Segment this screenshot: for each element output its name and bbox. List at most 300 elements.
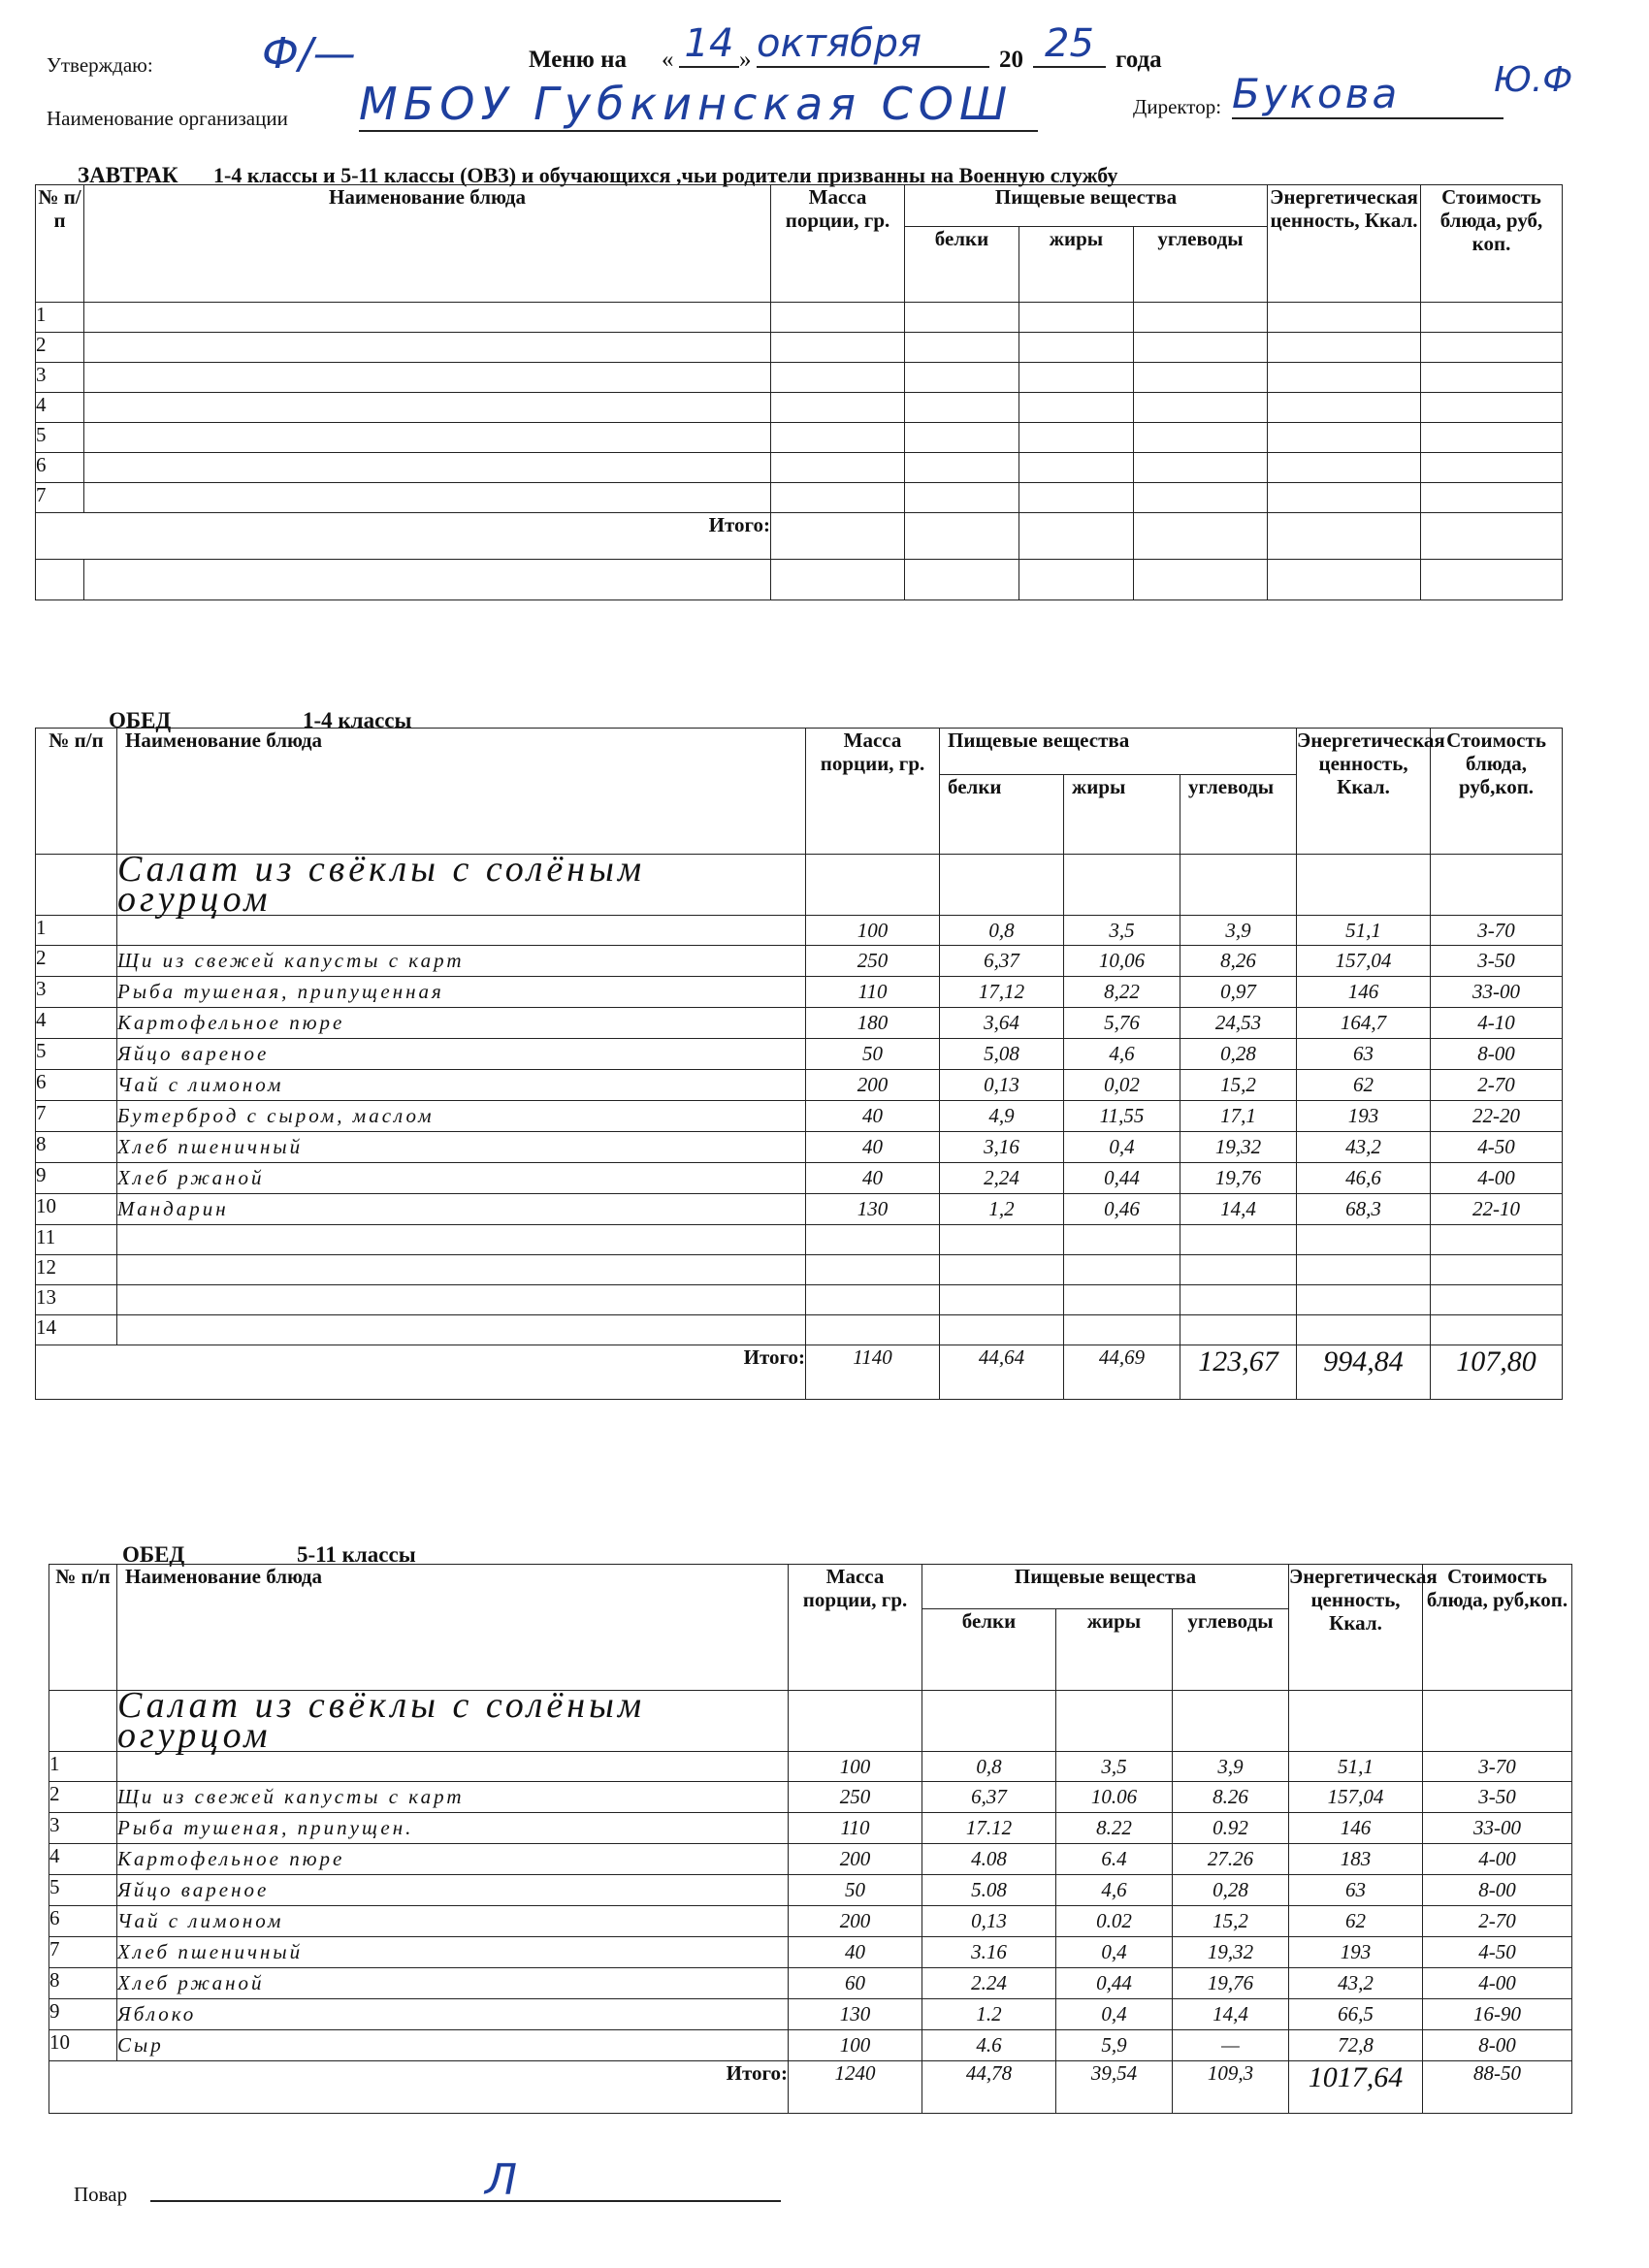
protein-cell: 4.6 xyxy=(922,2030,1056,2061)
total-energy: 1017,64 xyxy=(1289,2061,1423,2114)
empty-cell xyxy=(84,423,771,453)
col-carb-header: углеводы xyxy=(1180,775,1297,855)
mass-cell: 40 xyxy=(806,1163,940,1194)
table-row xyxy=(36,1163,1563,1194)
empty-cell xyxy=(1421,423,1563,453)
total-cost: 88-50 xyxy=(1423,2061,1572,2114)
energy-cell: 66,5 xyxy=(1289,1999,1423,2030)
energy-cell: 62 xyxy=(1297,1070,1431,1101)
breakfast-table xyxy=(35,184,1563,600)
dish-name: Мандарин xyxy=(117,1194,806,1225)
empty-cell xyxy=(905,423,1019,453)
row-number: 12 xyxy=(36,1255,117,1285)
fat-cell: 6.4 xyxy=(1056,1844,1173,1875)
col-nutrients-header: Пищевые вещества xyxy=(905,185,1268,227)
fat-cell: 0,4 xyxy=(1064,1132,1180,1163)
energy-cell: 51,1 xyxy=(1289,1752,1423,1782)
empty-cell xyxy=(1268,333,1421,363)
protein-cell: 0,13 xyxy=(940,1070,1064,1101)
lunch-senior-title: ОБЕД xyxy=(122,1542,185,1567)
empty-cell xyxy=(84,560,771,600)
empty-cell xyxy=(84,453,771,483)
row-number: 11 xyxy=(36,1225,117,1255)
empty-cell xyxy=(771,393,905,423)
protein-cell: 5.08 xyxy=(922,1875,1056,1906)
empty-cell xyxy=(1019,393,1134,423)
protein-cell xyxy=(940,1255,1064,1285)
table-row xyxy=(36,1101,1563,1132)
mass-cell: 110 xyxy=(789,1813,922,1844)
protein-cell: 2.24 xyxy=(922,1968,1056,1999)
col-carb-header: углеводы xyxy=(1134,227,1268,303)
dish-name: Салат из свёклы с солёным огурцом xyxy=(117,1691,789,1752)
row-number: 1 xyxy=(36,303,84,333)
col-cost-header: Стоимость блюда, руб,коп. xyxy=(1431,729,1563,855)
col-nutrients-header: Пищевые вещества xyxy=(940,729,1297,775)
empty-cell xyxy=(1134,483,1268,513)
empty-cell xyxy=(1289,1691,1423,1752)
carb-cell: 19,32 xyxy=(1180,1132,1297,1163)
row-number: 13 xyxy=(36,1285,117,1315)
empty-cell xyxy=(771,303,905,333)
protein-cell: 4.08 xyxy=(922,1844,1056,1875)
col-energy-header: Энергетическая ценность, Ккал. xyxy=(1289,1565,1423,1691)
carb-cell: 3,9 xyxy=(1173,1752,1289,1782)
mass-cell xyxy=(806,1225,940,1255)
empty-cell xyxy=(1268,560,1421,600)
table-row xyxy=(36,363,1563,393)
col-num-header: № п/п xyxy=(36,185,84,303)
protein-cell: 3.16 xyxy=(922,1937,1056,1968)
total-cell xyxy=(905,513,1019,560)
fat-cell xyxy=(1064,1315,1180,1345)
empty-cell xyxy=(1019,333,1134,363)
table-row xyxy=(36,453,1563,483)
dish-name xyxy=(117,1285,806,1315)
mass-cell: 110 xyxy=(806,977,940,1008)
total-cell xyxy=(1268,513,1421,560)
empty-cell xyxy=(1019,483,1134,513)
col-num-header: № п/п xyxy=(49,1565,117,1691)
col-cost-header: Стоимость блюда, руб,коп. xyxy=(1423,1565,1572,1691)
empty-cell xyxy=(1173,1691,1289,1752)
fat-cell xyxy=(1064,1285,1180,1315)
total-cost: 107,80 xyxy=(1431,1345,1563,1400)
empty-cell xyxy=(905,393,1019,423)
dish-name xyxy=(117,1225,806,1255)
empty-cell xyxy=(1421,560,1563,600)
fat-cell: 8.22 xyxy=(1056,1813,1173,1844)
empty-cell xyxy=(905,333,1019,363)
dish-name xyxy=(117,1255,806,1285)
protein-cell xyxy=(940,1225,1064,1255)
total-fat: 44,69 xyxy=(1064,1345,1180,1400)
empty-cell xyxy=(789,1691,922,1752)
carb-cell: 17,1 xyxy=(1180,1101,1297,1132)
carb-cell: 24,53 xyxy=(1180,1008,1297,1039)
cost-cell: 16-90 xyxy=(1423,1999,1572,2030)
row-number: 3 xyxy=(36,363,84,393)
empty-cell xyxy=(117,1752,789,1782)
dish-name: Рыба тушеная, припущенная xyxy=(117,977,806,1008)
col-protein-header: белки xyxy=(922,1609,1056,1691)
row-number: 2 xyxy=(36,946,117,977)
energy-cell: 183 xyxy=(1289,1844,1423,1875)
protein-cell: 3,16 xyxy=(940,1132,1064,1163)
mass-cell: 200 xyxy=(789,1906,922,1937)
empty-cell xyxy=(1268,363,1421,393)
empty-cell xyxy=(1134,423,1268,453)
director-name: Букова xyxy=(1232,70,1504,119)
carb-cell: 0.92 xyxy=(1173,1813,1289,1844)
cost-cell: 8-00 xyxy=(1423,2030,1572,2061)
total-cell xyxy=(1421,513,1563,560)
table-row xyxy=(36,1039,1563,1070)
table-row xyxy=(49,2030,1572,2061)
dish-name: Хлеб пшеничный xyxy=(117,1132,806,1163)
mass-cell xyxy=(806,1315,940,1345)
fat-cell: 11,55 xyxy=(1064,1101,1180,1132)
row-number: 9 xyxy=(49,1999,117,2030)
fat-cell: 0,02 xyxy=(1064,1070,1180,1101)
mass-cell: 130 xyxy=(806,1194,940,1225)
mass-cell: 100 xyxy=(789,1752,922,1782)
col-mass-header: Масса порции, гр. xyxy=(789,1565,922,1691)
cost-cell: 4-00 xyxy=(1431,1163,1563,1194)
fat-cell: 0.02 xyxy=(1056,1906,1173,1937)
cost-cell: 4-50 xyxy=(1431,1132,1563,1163)
col-mass-header: Масса порции, гр. xyxy=(771,185,905,303)
table-row xyxy=(36,1008,1563,1039)
energy-cell: 46,6 xyxy=(1297,1163,1431,1194)
total-cell xyxy=(1019,513,1134,560)
fat-cell: 10.06 xyxy=(1056,1782,1173,1813)
row-number: 14 xyxy=(36,1315,117,1345)
empty-cell xyxy=(905,453,1019,483)
table-row xyxy=(36,423,1563,453)
dish-name: Яйцо вареное xyxy=(117,1875,789,1906)
cost-cell: 22-20 xyxy=(1431,1101,1563,1132)
row-number: 2 xyxy=(49,1782,117,1813)
table-row xyxy=(36,977,1563,1008)
mass-cell: 40 xyxy=(806,1132,940,1163)
carb-cell: 0,28 xyxy=(1180,1039,1297,1070)
energy-cell xyxy=(1297,1315,1431,1345)
breakfast-subtitle: 1-4 классы и 5-11 классы (ОВЗ) и обучающихся ,чьи родители призванны на Военную службу xyxy=(213,163,1118,187)
cost-cell: 33-00 xyxy=(1423,1813,1572,1844)
energy-cell: 68,3 xyxy=(1297,1194,1431,1225)
empty-cell xyxy=(1134,453,1268,483)
carb-cell: 14,4 xyxy=(1180,1194,1297,1225)
row-number: 5 xyxy=(36,423,84,453)
cost-cell: 8-00 xyxy=(1431,1039,1563,1070)
row-number: 10 xyxy=(49,2030,117,2061)
cook-label: Повар xyxy=(74,2183,128,2206)
empty-cell xyxy=(1268,453,1421,483)
mass-cell: 250 xyxy=(789,1782,922,1813)
dish-name: Салат из свёклы с солёным огурцом xyxy=(117,855,806,916)
col-nutrients-header: Пищевые вещества xyxy=(922,1565,1289,1609)
energy-cell xyxy=(1297,1255,1431,1285)
fat-cell: 4,6 xyxy=(1064,1039,1180,1070)
row-number: 6 xyxy=(36,453,84,483)
col-cost-header: Стоимость блюда, руб, коп. xyxy=(1421,185,1563,303)
row-number: 8 xyxy=(36,1132,117,1163)
dish-name: Сыр xyxy=(117,2030,789,2061)
dish-name: Щи из свежей капусты с карт xyxy=(117,1782,789,1813)
empty-cell xyxy=(1421,363,1563,393)
quote-open: « xyxy=(662,47,674,73)
empty-cell xyxy=(771,363,905,393)
empty-cell xyxy=(1421,333,1563,363)
energy-cell: 51,1 xyxy=(1297,916,1431,946)
fat-cell: 0,46 xyxy=(1064,1194,1180,1225)
row-number: 7 xyxy=(36,483,84,513)
energy-cell: 193 xyxy=(1297,1101,1431,1132)
dish-name: Чай с лимоном xyxy=(117,1906,789,1937)
empty-cell xyxy=(1421,393,1563,423)
protein-cell: 0,13 xyxy=(922,1906,1056,1937)
col-name-header: Наименование блюда xyxy=(117,1565,789,1691)
table-row xyxy=(36,916,1563,946)
carb-cell: 15,2 xyxy=(1180,1070,1297,1101)
org-name: МБОУ Губкинская СОШ xyxy=(359,78,1038,132)
cook-signature: Л xyxy=(485,2155,518,2205)
protein-cell xyxy=(940,1315,1064,1345)
protein-cell: 1,2 xyxy=(940,1194,1064,1225)
col-fat-header: жиры xyxy=(1056,1609,1173,1691)
cost-cell: 2-70 xyxy=(1431,1070,1563,1101)
energy-cell xyxy=(1297,1225,1431,1255)
energy-cell: 63 xyxy=(1297,1039,1431,1070)
lunch-primary-subtitle: 1-4 классы xyxy=(303,708,412,732)
empty-cell xyxy=(1431,855,1563,916)
lunch-primary-total-label: Итого: xyxy=(36,1345,806,1400)
menu-month: октября xyxy=(757,21,989,68)
total-energy: 994,84 xyxy=(1297,1345,1431,1400)
breakfast-title: ЗАВТРАК xyxy=(78,163,178,187)
table-row xyxy=(36,483,1563,513)
empty-cell xyxy=(1134,393,1268,423)
table-row xyxy=(36,1285,1563,1315)
dish-name: Хлеб ржаной xyxy=(117,1163,806,1194)
total-mass: 1240 xyxy=(789,2061,922,2114)
mass-cell: 40 xyxy=(806,1101,940,1132)
row-number: 3 xyxy=(36,977,117,1008)
empty-cell xyxy=(1134,560,1268,600)
dish-name: Рыба тушеная, припущен. xyxy=(117,1813,789,1844)
row-number: 5 xyxy=(36,1039,117,1070)
lunch-primary-title: ОБЕД xyxy=(109,708,172,732)
empty-cell xyxy=(1268,303,1421,333)
mass-cell xyxy=(806,1285,940,1315)
dish-name: Яйцо вареное xyxy=(117,1039,806,1070)
row-number: 4 xyxy=(49,1844,117,1875)
col-name-header: Наименование блюда xyxy=(84,185,771,303)
row-number: 2 xyxy=(36,333,84,363)
protein-cell: 17.12 xyxy=(922,1813,1056,1844)
cost-cell: 3-70 xyxy=(1423,1752,1572,1782)
empty-cell xyxy=(84,483,771,513)
empty-cell xyxy=(1421,483,1563,513)
empty-cell xyxy=(1019,453,1134,483)
cost-cell: 33-00 xyxy=(1431,977,1563,1008)
mass-cell: 40 xyxy=(789,1937,922,1968)
row-number: 8 xyxy=(49,1968,117,1999)
fat-cell: 3,5 xyxy=(1056,1752,1173,1782)
menu-label: Меню на xyxy=(529,47,628,73)
table-row xyxy=(49,1752,1572,1782)
director-signature: Ю.Ф xyxy=(1494,60,1573,100)
protein-cell: 1.2 xyxy=(922,1999,1056,2030)
fat-cell: 0,4 xyxy=(1056,1999,1173,2030)
carb-cell xyxy=(1180,1255,1297,1285)
empty-cell xyxy=(1134,303,1268,333)
fat-cell: 10,06 xyxy=(1064,946,1180,977)
table-row xyxy=(36,1070,1563,1101)
empty-cell xyxy=(1268,393,1421,423)
total-protein: 44,64 xyxy=(940,1345,1064,1400)
protein-cell: 3,64 xyxy=(940,1008,1064,1039)
empty-cell xyxy=(905,303,1019,333)
table-row xyxy=(49,1844,1572,1875)
fat-cell: 3,5 xyxy=(1064,916,1180,946)
dish-name: Яблоко xyxy=(117,1999,789,2030)
empty-cell xyxy=(1180,855,1297,916)
fat-cell xyxy=(1064,1225,1180,1255)
empty-cell xyxy=(1019,363,1134,393)
lunch-primary-table xyxy=(35,728,1563,1400)
table-row xyxy=(49,1813,1572,1844)
fat-cell: 8,22 xyxy=(1064,977,1180,1008)
dish-name: Картофельное пюре xyxy=(117,1008,806,1039)
table-row xyxy=(49,1782,1572,1813)
protein-cell: 6,37 xyxy=(922,1782,1056,1813)
cost-cell: 8-00 xyxy=(1423,1875,1572,1906)
table-row xyxy=(36,1315,1563,1345)
dish-name: Чай с лимоном xyxy=(117,1070,806,1101)
col-fat-header: жиры xyxy=(1019,227,1134,303)
row-number: 10 xyxy=(36,1194,117,1225)
energy-cell: 193 xyxy=(1289,1937,1423,1968)
energy-cell: 72,8 xyxy=(1289,2030,1423,2061)
table-row xyxy=(49,1691,1572,1752)
fat-cell: 5,76 xyxy=(1064,1008,1180,1039)
protein-cell: 17,12 xyxy=(940,977,1064,1008)
approve-signature: Ф/— xyxy=(262,29,356,79)
energy-cell: 43,2 xyxy=(1289,1968,1423,1999)
mass-cell: 60 xyxy=(789,1968,922,1999)
mass-cell: 50 xyxy=(806,1039,940,1070)
total-protein: 44,78 xyxy=(922,2061,1056,2114)
carb-cell: 3,9 xyxy=(1180,916,1297,946)
cost-cell: 2-70 xyxy=(1423,1906,1572,1937)
cost-cell: 4-50 xyxy=(1423,1937,1572,1968)
table-row xyxy=(36,303,1563,333)
empty-cell xyxy=(1421,303,1563,333)
cost-cell xyxy=(1431,1315,1563,1345)
carb-cell xyxy=(1180,1315,1297,1345)
empty-cell xyxy=(1421,453,1563,483)
protein-cell: 0,8 xyxy=(922,1752,1056,1782)
mass-cell: 180 xyxy=(806,1008,940,1039)
empty-cell xyxy=(84,333,771,363)
cost-cell xyxy=(1431,1285,1563,1315)
empty-cell xyxy=(1056,1691,1173,1752)
table-row xyxy=(36,1225,1563,1255)
carb-cell: 0,97 xyxy=(1180,977,1297,1008)
fat-cell: 0,4 xyxy=(1056,1937,1173,1968)
empty-cell xyxy=(117,916,806,946)
mass-cell: 200 xyxy=(806,1070,940,1101)
row-number: 1 xyxy=(49,1752,117,1782)
empty-cell xyxy=(1297,855,1431,916)
protein-cell: 4,9 xyxy=(940,1101,1064,1132)
energy-cell: 157,04 xyxy=(1297,946,1431,977)
protein-cell xyxy=(940,1285,1064,1315)
col-energy-header: Энергетическая ценность, Ккал. xyxy=(1268,185,1421,303)
row-number: 6 xyxy=(49,1906,117,1937)
mass-cell: 100 xyxy=(789,2030,922,2061)
total-fat: 39,54 xyxy=(1056,2061,1173,2114)
energy-cell xyxy=(1297,1285,1431,1315)
carb-cell: 19,76 xyxy=(1173,1968,1289,1999)
cost-cell: 3-70 xyxy=(1431,916,1563,946)
row-number: 7 xyxy=(49,1937,117,1968)
dish-name: Щи из свежей капусты с карт xyxy=(117,946,806,977)
carb-cell xyxy=(1180,1285,1297,1315)
fat-cell: 0,44 xyxy=(1056,1968,1173,1999)
table-row xyxy=(49,1875,1572,1906)
table-row xyxy=(49,1906,1572,1937)
mass-cell: 250 xyxy=(806,946,940,977)
mass-cell xyxy=(806,1255,940,1285)
carb-cell: 0,28 xyxy=(1173,1875,1289,1906)
row-number: 3 xyxy=(49,1813,117,1844)
empty-cell xyxy=(905,363,1019,393)
empty-cell xyxy=(1134,333,1268,363)
empty-cell xyxy=(940,855,1064,916)
energy-cell: 62 xyxy=(1289,1906,1423,1937)
empty-cell xyxy=(922,1691,1056,1752)
empty-cell xyxy=(1019,303,1134,333)
table-row xyxy=(36,1255,1563,1285)
breakfast-total-label: Итого: xyxy=(36,513,771,560)
col-num-header: № п/п xyxy=(36,729,117,855)
carb-cell: 19,32 xyxy=(1173,1937,1289,1968)
empty-cell xyxy=(1064,855,1180,916)
energy-cell: 146 xyxy=(1289,1813,1423,1844)
energy-cell: 146 xyxy=(1297,977,1431,1008)
approve-label: Утверждаю: xyxy=(47,53,153,77)
total-cell xyxy=(1134,513,1268,560)
cost-cell: 4-10 xyxy=(1431,1008,1563,1039)
menu-day: 14 xyxy=(679,21,739,68)
empty-cell xyxy=(1268,483,1421,513)
energy-cell: 164,7 xyxy=(1297,1008,1431,1039)
empty-cell xyxy=(905,483,1019,513)
lunch-senior-table xyxy=(48,1564,1572,2114)
total-mass: 1140 xyxy=(806,1345,940,1400)
col-carb-header: углеводы xyxy=(1173,1609,1289,1691)
empty-cell xyxy=(1134,363,1268,393)
table-row xyxy=(49,1968,1572,1999)
lunch-senior-total-label: Итого: xyxy=(49,2061,789,2114)
row-number: 1 xyxy=(36,916,117,946)
year-prefix: 20 xyxy=(999,47,1023,73)
protein-cell: 0,8 xyxy=(940,916,1064,946)
cost-cell: 4-00 xyxy=(1423,1968,1572,1999)
